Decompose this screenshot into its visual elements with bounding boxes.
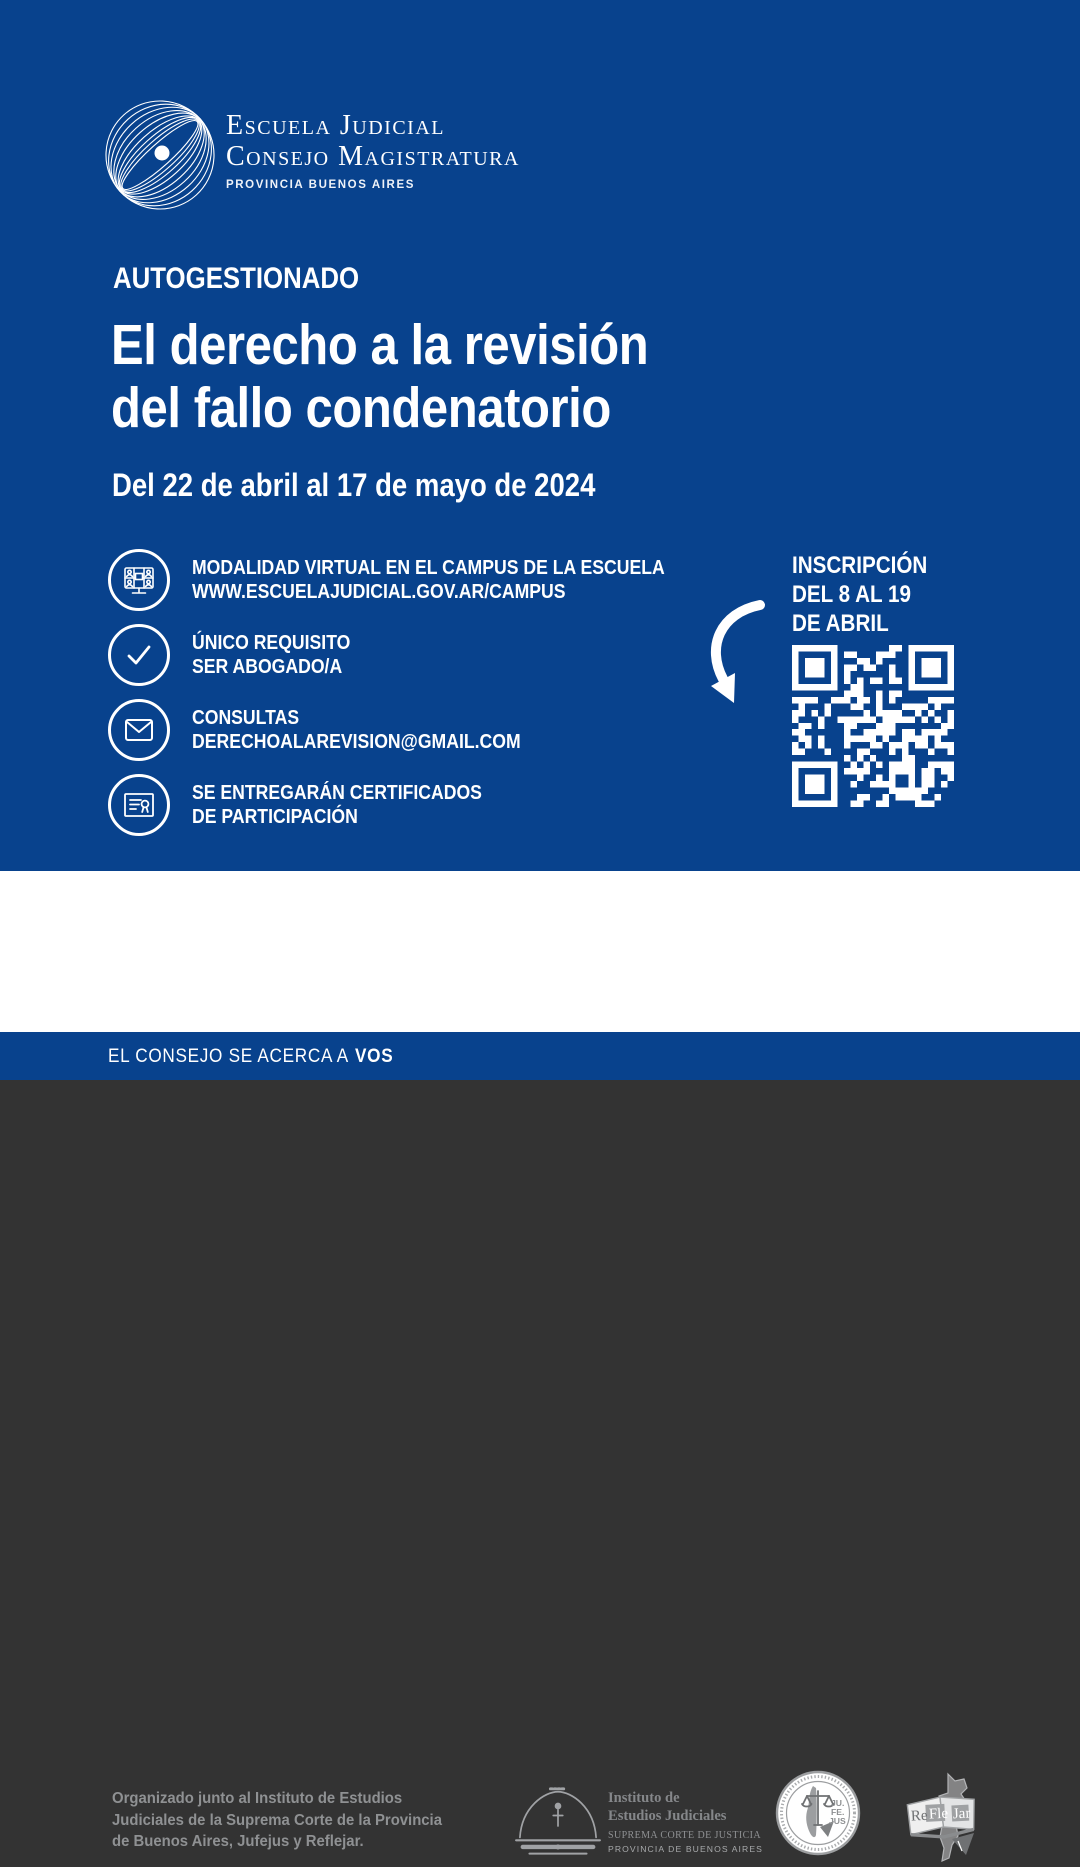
partners-text [112, 1788, 442, 1853]
footer-bar [0, 1032, 1080, 1080]
course-dates: Del 22 de abril al 17 de mayo de 2024 [112, 467, 596, 503]
jufejus-text-fe: FE. [831, 1807, 845, 1817]
partners-line-2: Judiciales de la Suprema Corte de la Provincia [112, 1811, 442, 1829]
inscription-line-2: DEL 8 AL 19 [792, 581, 911, 608]
title-line-2: del fallo condenatorio [111, 376, 611, 440]
brand-text-block [226, 110, 520, 191]
list-item-text [192, 706, 521, 755]
virtual-campus-icon [108, 549, 170, 611]
partners-line-1: Organizado junto al Instituto de Estudios [112, 1790, 403, 1807]
iej-dome-logo [512, 1786, 604, 1866]
page-title [111, 314, 736, 440]
inscription-block [792, 551, 949, 638]
iej-text-block [608, 1790, 763, 1854]
reflejar-text-jar: Jar [952, 1805, 971, 1823]
reflejar-text-fle: Fle [928, 1805, 949, 1823]
iej-line-2: Estudios Judiciales [608, 1807, 727, 1824]
item-line-1: CONSULTAS [192, 705, 300, 729]
iej-line-3: SUPREMA CORTE DE JUSTICIA [608, 1830, 762, 1841]
item-line-2: DERECHOALAREVISION@GMAIL.COM [192, 730, 521, 753]
iej-line-1: Instituto de [608, 1790, 680, 1806]
curved-arrow-icon [704, 597, 772, 711]
info-list [108, 549, 742, 849]
jufejus-seal-logo [774, 1769, 862, 1857]
reflejar-text-re: Re [910, 1807, 929, 1825]
mail-icon [108, 699, 170, 761]
reflejar-logo [896, 1771, 988, 1867]
iej-line-4: PROVINCIA DE BUENOS AIRES [608, 1844, 764, 1854]
qr-code [792, 645, 954, 807]
inscription-line-1: INSCRIPCIÓN [792, 552, 928, 579]
certificate-icon [108, 774, 170, 836]
jufejus-text-jus: JUS [829, 1816, 846, 1826]
brand-line-3: PROVINCIA BUENOS AIRES [226, 179, 415, 191]
badge-autogestionado: AUTOGESTIONADO [113, 262, 360, 295]
list-item-text [192, 631, 350, 680]
partners-line-3: de Buenos Aires, Jufejus y Reflejar. [112, 1833, 364, 1850]
brand-line-2: Consejo Magistratura [226, 141, 520, 172]
list-item-certificados [108, 774, 742, 836]
list-item-text [192, 781, 482, 830]
item-line-2: DE PARTICIPACIÓN [192, 805, 358, 828]
title-line-1: El derecho a la revisión [111, 313, 649, 377]
jufejus-text-ju: JU. [831, 1798, 845, 1808]
list-item-modalidad [108, 549, 742, 611]
list-item-consultas [108, 699, 742, 761]
logo-center-dot [155, 146, 170, 161]
item-line-1: SE ENTREGARÁN CERTIFICADOS [192, 780, 482, 804]
list-item-text [192, 556, 665, 605]
item-line-2: WWW.ESCUELAJUDICIAL.GOV.AR/CAMPUS [192, 580, 566, 603]
footer-slogan-prefix: EL CONSEJO SE ACERCA A [108, 1045, 349, 1067]
escuela-judicial-swirl-logo [101, 96, 219, 214]
list-item-requisito [108, 624, 742, 686]
inscription-line-3: DE ABRIL [792, 610, 889, 637]
brand-line-1: Escuela Judicial [226, 110, 445, 141]
item-line-2: SER ABOGADO/A [192, 655, 343, 678]
item-line-1: ÚNICO REQUISITO [192, 630, 351, 654]
footer-slogan-bold: VOS [355, 1045, 394, 1067]
item-line-1: MODALIDAD VIRTUAL EN EL CAMPUS DE LA ESCUELA [192, 555, 665, 579]
footer-slogan [108, 1032, 393, 1080]
check-icon [108, 624, 170, 686]
